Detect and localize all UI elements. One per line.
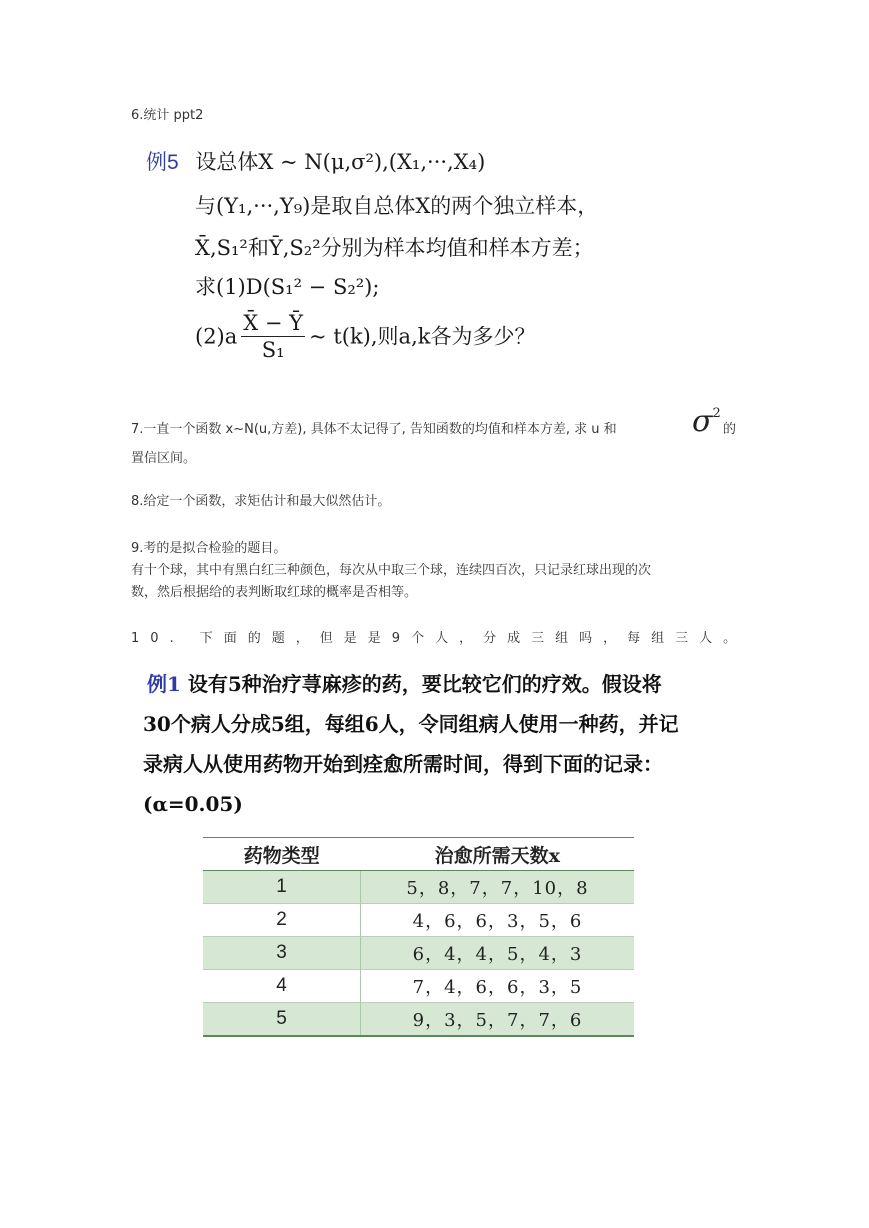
item-9-line-3: 数，然后根据给的表判断取红球的概率是否相等。 xyxy=(131,585,418,600)
example-1-line-3: 录病人从使用药物开始到痊愈所需时间，得到下面的记录： xyxy=(143,752,663,776)
item-7-text: 7.一直一个函数 x~N(u,方差), 具体不太记得了, 告知函数的均值和样本方差, 求 u 和 xyxy=(131,422,617,437)
example-5-line-1 xyxy=(146,147,485,178)
example-5-tag: 例5 xyxy=(146,151,179,174)
item-8-text: 8.给定一个函数，求矩估计和最大似然估计。 xyxy=(131,494,391,509)
item-9-line-1: 9.考的是拟合检验的题目。 xyxy=(131,541,287,556)
header-drug-type: 药物类型 xyxy=(203,838,361,871)
table-row xyxy=(203,904,634,937)
cell-type: 3 xyxy=(203,937,361,970)
example-1-block xyxy=(143,664,679,824)
cell-type: 5 xyxy=(203,1003,361,1037)
item-7-text-after: 的 xyxy=(723,422,737,437)
example-1-line-4: (α=0.05) xyxy=(143,792,243,816)
cell-days: 4，6，6，3，5，6 xyxy=(361,904,635,937)
fraction-numerator: X̄ − Ȳ xyxy=(243,311,304,335)
header-days: 治愈所需天数x xyxy=(361,838,635,871)
cell-days: 5，8，7，7，10，8 xyxy=(361,871,635,904)
cell-days: 6，4，4，5，4，3 xyxy=(361,937,635,970)
table-row xyxy=(203,970,634,1003)
table-row xyxy=(203,937,634,970)
item-10-text: 10. 下面的题，但是是9个人，分成三组吗，每组三人。 xyxy=(131,631,748,646)
example-5-fraction xyxy=(241,310,305,363)
example-5-line-2: 与(Y₁,···,Y₉)是取自总体X的两个独立样本， xyxy=(195,194,599,218)
fraction-denominator: S₁ xyxy=(261,338,285,362)
example-5-prefix: (2)a xyxy=(195,324,238,349)
example-1-tag: 例1 xyxy=(147,672,181,696)
item-9-line-2: 有十个球，其中有黑白红三种颜色，每次从中取三个球，连续四百次，只记录红球出现的次 xyxy=(131,563,652,578)
example-1-line-2: 30个病人分成5组，每组6人，令同组病人使用一种药，并记 xyxy=(143,712,679,736)
cell-type: 1 xyxy=(203,871,361,904)
example-1-line-1 xyxy=(147,664,679,704)
cell-type: 2 xyxy=(203,904,361,937)
table-row xyxy=(203,871,634,904)
sigma-symbol: σ xyxy=(692,404,713,439)
example-5-text-1: 设总体X ~ N(μ,σ²),(X₁,···,X₄) xyxy=(195,150,486,174)
example-5-line-4: 求(1)D(S₁² − S₂²); xyxy=(195,275,380,299)
item-7-line-1 xyxy=(131,420,751,440)
cell-days: 7，4，6，6，3，5 xyxy=(361,970,635,1003)
sigma-exponent: 2 xyxy=(712,406,721,421)
example-1-text-1: 设有5种治疗荨麻疹的药，要比较它们的疗效。假设将 xyxy=(187,672,662,696)
example-5-line-5 xyxy=(195,310,535,363)
sigma-squared xyxy=(692,404,721,439)
item-6-label: 6.统计 ppt2 xyxy=(131,108,204,123)
item-7-line-2: 置信区间。 xyxy=(131,451,197,466)
example-5-line-3: X̄,S₁²和Ȳ,S₂²分别为样本均值和样本方差； xyxy=(195,236,594,260)
table-row xyxy=(203,1003,634,1037)
cell-days: 9，3，5，7，7，6 xyxy=(361,1003,635,1037)
example-5-suffix: ~ t(k),则a,k各为多少？ xyxy=(309,324,536,349)
cell-type: 4 xyxy=(203,970,361,1003)
drug-table xyxy=(203,837,634,1037)
table-header-row xyxy=(203,838,634,871)
